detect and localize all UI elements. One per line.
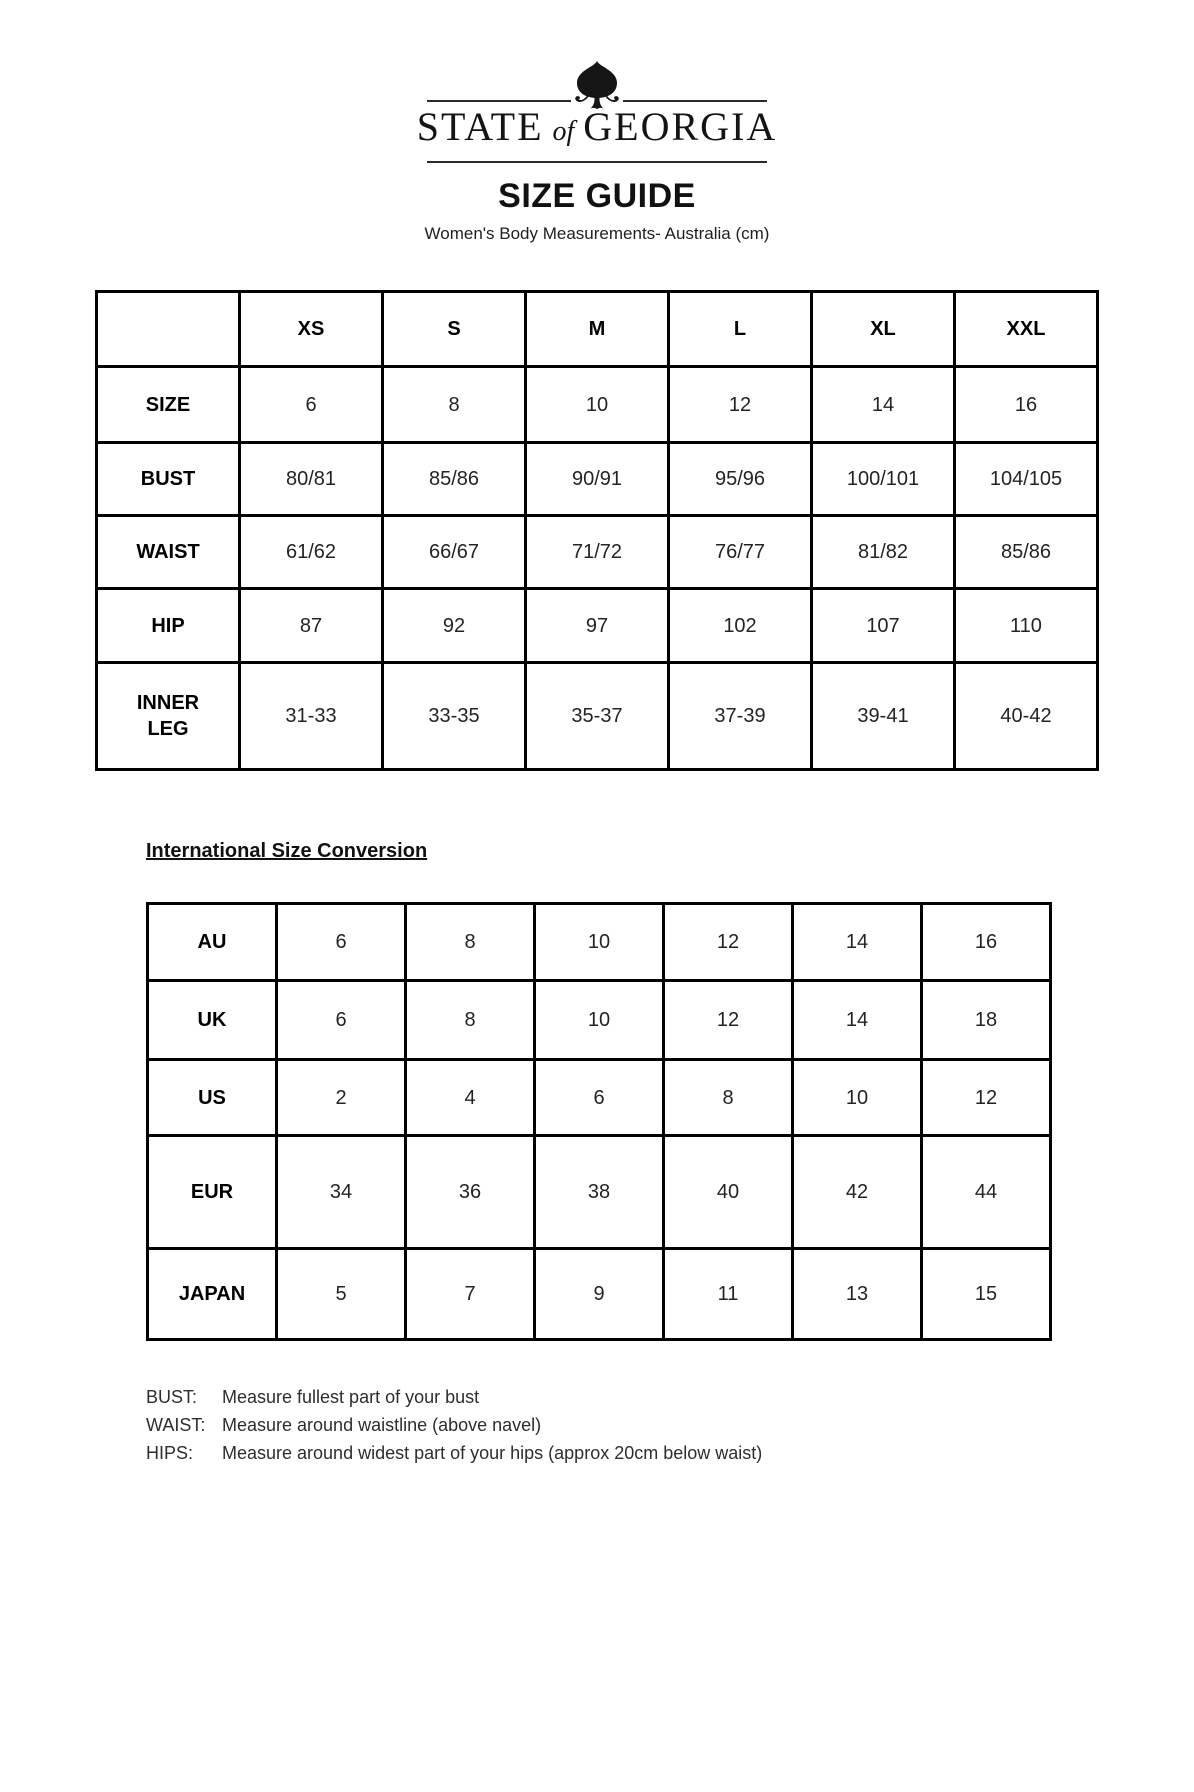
row-label: AU bbox=[148, 904, 277, 981]
row-label: INNER LEG bbox=[97, 663, 240, 770]
value-cell: 66/67 bbox=[383, 516, 526, 589]
value-cell: 110 bbox=[955, 589, 1098, 663]
row-label: SIZE bbox=[97, 367, 240, 443]
row-label: BUST bbox=[97, 443, 240, 516]
value-cell: 12 bbox=[664, 904, 793, 981]
value-cell: 85/86 bbox=[955, 516, 1098, 589]
value-cell: 42 bbox=[793, 1136, 922, 1249]
conversion-table bbox=[146, 902, 1052, 1341]
table-row bbox=[97, 663, 1098, 770]
value-cell: 107 bbox=[812, 589, 955, 663]
value-cell: 10 bbox=[535, 981, 664, 1060]
value-cell: 5 bbox=[277, 1249, 406, 1340]
row-label: JAPAN bbox=[148, 1249, 277, 1340]
brand-name-suffix: GEORGIA bbox=[583, 104, 778, 149]
row-label: HIP bbox=[97, 589, 240, 663]
value-cell: 12 bbox=[922, 1060, 1051, 1136]
measurement-table bbox=[95, 290, 1099, 771]
value-cell: 2 bbox=[277, 1060, 406, 1136]
measurement-notes bbox=[146, 1383, 1194, 1467]
value-cell: 6 bbox=[240, 367, 383, 443]
value-cell: 8 bbox=[383, 367, 526, 443]
brand-underline-rule bbox=[427, 161, 767, 163]
size-column-header: XS bbox=[240, 292, 383, 367]
value-cell: 71/72 bbox=[526, 516, 669, 589]
table-row bbox=[148, 1249, 1051, 1340]
brand-name-connector: of bbox=[552, 116, 575, 147]
note-text: Measure fullest part of your bust bbox=[222, 1387, 480, 1407]
value-cell: 8 bbox=[406, 904, 535, 981]
corner-cell bbox=[97, 292, 240, 367]
brand-name bbox=[0, 106, 1194, 153]
size-column-header: S bbox=[383, 292, 526, 367]
value-cell: 10 bbox=[526, 367, 669, 443]
logo-rule-left bbox=[427, 100, 571, 102]
value-cell: 12 bbox=[669, 367, 812, 443]
value-cell: 97 bbox=[526, 589, 669, 663]
row-label: EUR bbox=[148, 1136, 277, 1249]
value-cell: 8 bbox=[406, 981, 535, 1060]
value-cell: 40-42 bbox=[955, 663, 1098, 770]
value-cell: 8 bbox=[664, 1060, 793, 1136]
value-cell: 9 bbox=[535, 1249, 664, 1340]
row-label: UK bbox=[148, 981, 277, 1060]
note-label: HIPS: bbox=[146, 1443, 194, 1463]
value-cell: 87 bbox=[240, 589, 383, 663]
value-cell: 4 bbox=[406, 1060, 535, 1136]
page-title: SIZE GUIDE bbox=[498, 177, 696, 215]
value-cell: 61/62 bbox=[240, 516, 383, 589]
value-cell: 16 bbox=[955, 367, 1098, 443]
value-cell: 10 bbox=[793, 1060, 922, 1136]
table-row bbox=[148, 1060, 1051, 1136]
note-row-bust bbox=[146, 1383, 1194, 1411]
value-cell: 14 bbox=[812, 367, 955, 443]
value-cell: 85/86 bbox=[383, 443, 526, 516]
value-cell: 6 bbox=[535, 1060, 664, 1136]
row-label: WAIST bbox=[97, 516, 240, 589]
value-cell: 10 bbox=[535, 904, 664, 981]
value-cell: 37-39 bbox=[669, 663, 812, 770]
note-label: WAIST: bbox=[146, 1415, 206, 1435]
logo-rule-right bbox=[623, 100, 767, 102]
value-cell: 76/77 bbox=[669, 516, 812, 589]
value-cell: 102 bbox=[669, 589, 812, 663]
page-subtitle: Women's Body Measurements- Australia (cm) bbox=[424, 224, 770, 243]
note-row-hips bbox=[146, 1439, 1194, 1467]
size-column-header: M bbox=[526, 292, 669, 367]
value-cell: 31-33 bbox=[240, 663, 383, 770]
brand-header bbox=[0, 0, 1194, 244]
note-text: Measure around widest part of your hips (approx 20cm below waist) bbox=[222, 1443, 763, 1463]
value-cell: 38 bbox=[535, 1136, 664, 1249]
table-row bbox=[97, 516, 1098, 589]
value-cell: 95/96 bbox=[669, 443, 812, 516]
value-cell: 44 bbox=[922, 1136, 1051, 1249]
value-cell: 92 bbox=[383, 589, 526, 663]
value-cell: 35-37 bbox=[526, 663, 669, 770]
value-cell: 80/81 bbox=[240, 443, 383, 516]
value-cell: 33-35 bbox=[383, 663, 526, 770]
value-cell: 34 bbox=[277, 1136, 406, 1249]
value-cell: 14 bbox=[793, 981, 922, 1060]
note-label: BUST: bbox=[146, 1387, 198, 1407]
table-row bbox=[97, 589, 1098, 663]
value-cell: 11 bbox=[664, 1249, 793, 1340]
value-cell: 13 bbox=[793, 1249, 922, 1340]
value-cell: 14 bbox=[793, 904, 922, 981]
value-cell: 36 bbox=[406, 1136, 535, 1249]
value-cell: 40 bbox=[664, 1136, 793, 1249]
value-cell: 104/105 bbox=[955, 443, 1098, 516]
value-cell: 12 bbox=[664, 981, 793, 1060]
table-row bbox=[148, 904, 1051, 981]
brand-name-prefix: STATE bbox=[416, 104, 544, 149]
size-column-header: XL bbox=[812, 292, 955, 367]
table-row bbox=[97, 367, 1098, 443]
table-row bbox=[97, 443, 1098, 516]
value-cell: 7 bbox=[406, 1249, 535, 1340]
table-row bbox=[148, 981, 1051, 1060]
value-cell: 6 bbox=[277, 904, 406, 981]
row-label: US bbox=[148, 1060, 277, 1136]
value-cell: 15 bbox=[922, 1249, 1051, 1340]
table-row bbox=[148, 1136, 1051, 1249]
value-cell: 18 bbox=[922, 981, 1051, 1060]
conversion-heading: International Size Conversion bbox=[146, 840, 428, 862]
note-row-waist bbox=[146, 1411, 1194, 1439]
size-column-header: XXL bbox=[955, 292, 1098, 367]
value-cell: 100/101 bbox=[812, 443, 955, 516]
value-cell: 81/82 bbox=[812, 516, 955, 589]
size-column-header: L bbox=[669, 292, 812, 367]
value-cell: 90/91 bbox=[526, 443, 669, 516]
value-cell: 39-41 bbox=[812, 663, 955, 770]
header-row bbox=[97, 292, 1098, 367]
value-cell: 6 bbox=[277, 981, 406, 1060]
value-cell: 16 bbox=[922, 904, 1051, 981]
note-text: Measure around waistline (above navel) bbox=[222, 1415, 542, 1435]
